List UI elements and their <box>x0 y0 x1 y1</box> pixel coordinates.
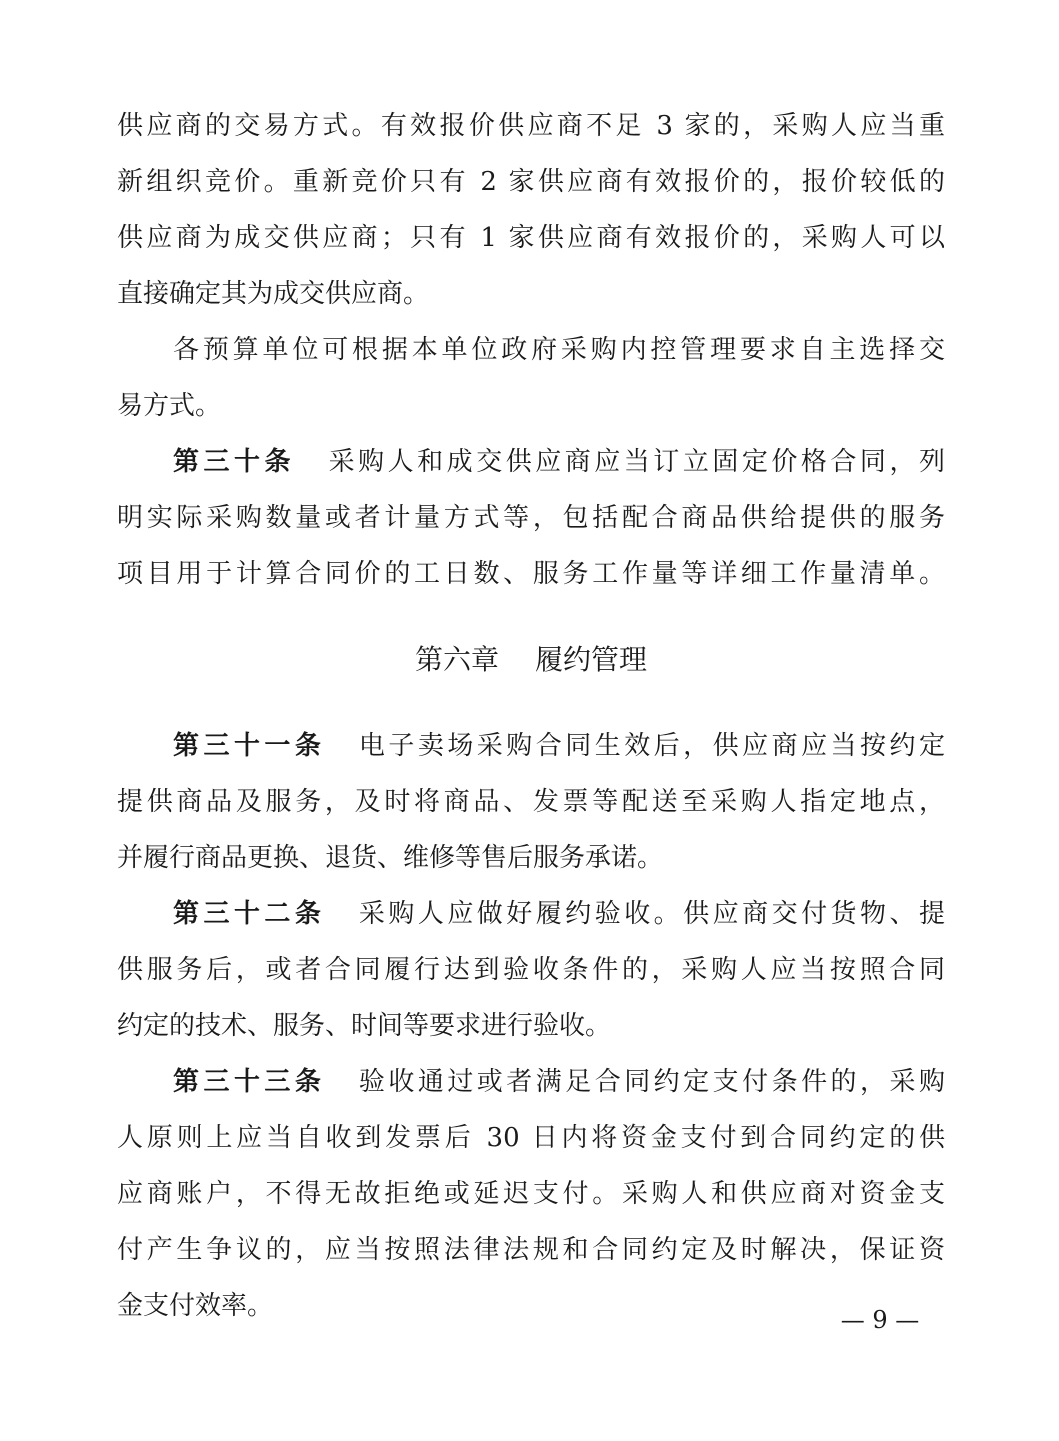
paragraph-line: 供应商为成交供应商；只有 1 家供应商有效报价的，采购人可以 <box>117 223 945 253</box>
chapter-title: 履约管理 <box>535 643 648 676</box>
paragraph-line: 项目用于计算合同价的工日数、服务工作量等详细工作量清单。 <box>117 559 945 589</box>
chapter-heading <box>117 640 945 680</box>
paragraph-line: 明实际采购数量或者计量方式等，包括配合商品供给提供的服务 <box>117 503 945 533</box>
paragraph-line: 约定的技术、服务、时间等要求进行验收。 <box>117 1011 612 1041</box>
article-label: 第三十一条 <box>173 731 326 761</box>
article-30-first-line <box>117 442 945 482</box>
paragraph-line: 金支付效率。 <box>117 1291 274 1321</box>
paragraph-line: 易方式。 <box>117 391 222 421</box>
paragraph-line: 新组织竞价。重新竞价只有 2 家供应商有效报价的，报价较低的 <box>117 167 945 197</box>
article-label: 第三十三条 <box>173 1067 326 1097</box>
article-text: 采购人和成交供应商应当订立固定价格合同，列 <box>325 447 945 477</box>
paragraph-line: 人原则上应当自收到发票后 30 日内将资金支付到合同约定的供 <box>117 1123 945 1153</box>
paragraph-line: 应商账户，不得无故拒绝或延迟支付。采购人和供应商对资金支 <box>117 1179 945 1209</box>
article-31-first-line <box>117 726 945 766</box>
paragraph-line: 并履行商品更换、退货、维修等售后服务承诺。 <box>117 843 664 873</box>
article-33-first-line <box>117 1062 945 1102</box>
paragraph-line: 各预算单位可根据本单位政府采购内控管理要求自主选择交 <box>173 335 945 365</box>
page-number: — 9 — <box>840 1306 920 1334</box>
chapter-number: 第六章 <box>414 643 499 676</box>
paragraph-line: 供应商的交易方式。有效报价供应商不足 3 家的，采购人应当重 <box>117 111 945 141</box>
article-label: 第三十条 <box>173 447 296 477</box>
article-text: 采购人应做好履约验收。供应商交付货物、提 <box>355 899 945 929</box>
paragraph-line: 直接确定其为成交供应商。 <box>117 279 430 309</box>
article-32-first-line <box>117 894 945 934</box>
article-text: 电子卖场采购合同生效后，供应商应当按约定 <box>355 731 945 761</box>
article-text: 验收通过或者满足合同约定支付条件的，采购 <box>355 1067 945 1097</box>
paragraph-line: 提供商品及服务，及时将商品、发票等配送至采购人指定地点， <box>117 787 945 817</box>
paragraph-line: 付产生争议的，应当按照法律法规和合同约定及时解决，保证资 <box>117 1235 945 1265</box>
article-label: 第三十二条 <box>173 899 326 929</box>
paragraph-line: 供服务后，或者合同履行达到验收条件的，采购人应当按照合同 <box>117 955 945 985</box>
